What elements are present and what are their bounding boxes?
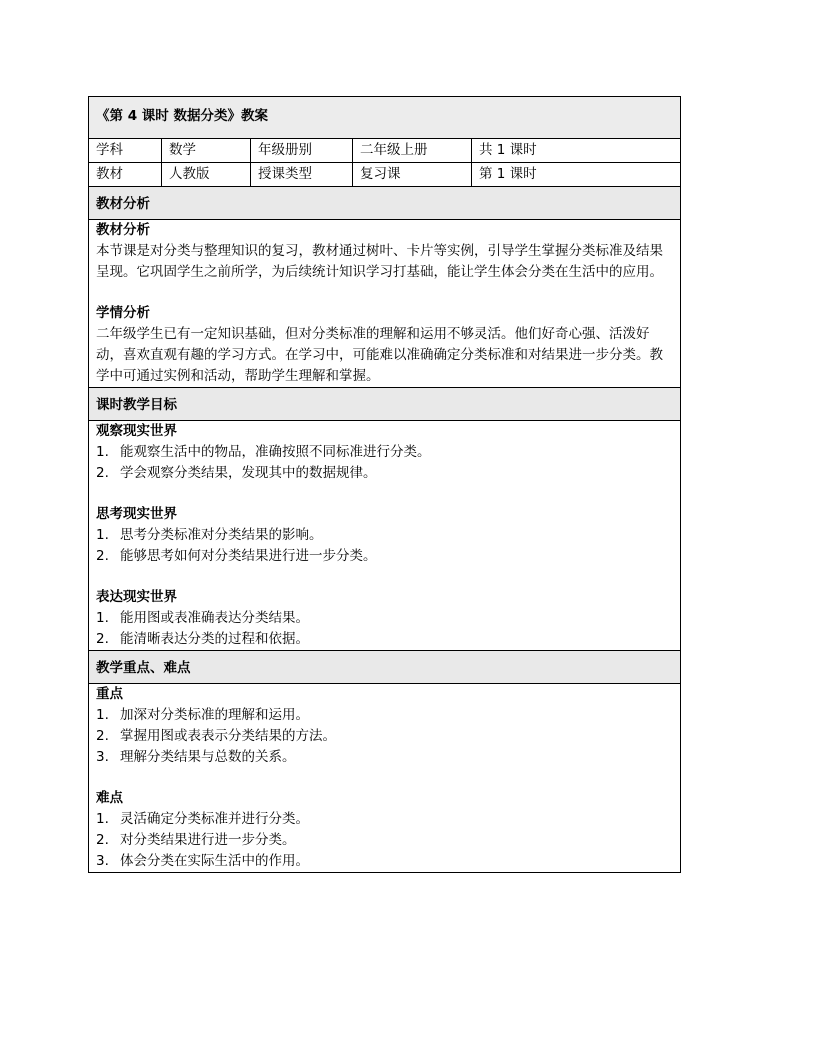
- analysis-content-row: [89, 220, 681, 388]
- section-heading-goals: 课时教学目标: [89, 388, 681, 421]
- grade-value: 二年级上册: [353, 139, 472, 163]
- think-title: 思考现实世界: [96, 506, 177, 522]
- keypoints-heading-row: [89, 651, 681, 684]
- key-points-title: 重点: [96, 686, 123, 702]
- list-item: 1. 能观察生活中的物品，准确按照不同标准进行分类。: [96, 444, 431, 460]
- analysis-content: [89, 220, 681, 388]
- list-item: 3. 体会分类在实际生活中的作用。: [96, 853, 309, 869]
- list-item: 2. 对分类结果进行进一步分类。: [96, 832, 296, 848]
- list-item: 3. 理解分类结果与总数的关系。: [96, 749, 296, 765]
- learner-analysis-title: 学情分析: [96, 305, 150, 321]
- total-periods: 共 1 课时: [472, 139, 681, 163]
- section-heading-keypoints: 教学重点、难点: [89, 651, 681, 684]
- info-row: [89, 163, 681, 187]
- keypoints-content-row: [89, 684, 681, 873]
- list-item: 1. 加深对分类标准的理解和运用。: [96, 707, 309, 723]
- material-analysis-text: 本节课是对分类与整理知识的复习，教材通过树叶、卡片等实例，引导学生掌握分类标准及结果呈现。它巩固学生之前所学，为后续统计知识学习打基础，能让学生体会分类在生活中的应用。: [96, 243, 663, 280]
- list-item: 2. 学会观察分类结果，发现其中的数据规律。: [96, 465, 377, 481]
- goals-heading-row: [89, 388, 681, 421]
- subject-value: 数学: [162, 139, 251, 163]
- learner-analysis-text: 二年级学生已有一定知识基础，但对分类标准的理解和运用不够灵活。他们好奇心强、活泼好动，喜欢直观有趣的学习方式。在学习中，可能难以准确确定分类标准和对结果进一步分类。教学中可通过实例和活动，帮助学生理解和掌握。: [96, 326, 663, 384]
- keypoints-content: [89, 684, 681, 873]
- period-number: 第 1 课时: [472, 163, 681, 187]
- info-row: [89, 139, 681, 163]
- list-item: 2. 能清晰表达分类的过程和依据。: [96, 631, 309, 647]
- textbook-label: 教材: [89, 163, 162, 187]
- section-heading-analysis: 教材分析: [89, 187, 681, 220]
- lesson-type-value: 复习课: [353, 163, 472, 187]
- observe-title: 观察现实世界: [96, 423, 177, 439]
- list-item: 2. 掌握用图或表表示分类结果的方法。: [96, 728, 336, 744]
- list-item: 1. 灵活确定分类标准并进行分类。: [96, 811, 309, 827]
- list-item: 1. 思考分类标准对分类结果的影响。: [96, 527, 323, 543]
- title-row: [89, 97, 681, 139]
- goals-content-row: [89, 421, 681, 651]
- textbook-value: 人教版: [162, 163, 251, 187]
- lesson-plan-table: [88, 96, 681, 873]
- grade-label: 年级册别: [251, 139, 353, 163]
- subject-label: 学科: [89, 139, 162, 163]
- analysis-heading-row: [89, 187, 681, 220]
- lesson-plan-page: [88, 96, 680, 873]
- goals-content: [89, 421, 681, 651]
- express-title: 表达现实世界: [96, 589, 177, 605]
- list-item: 2. 能够思考如何对分类结果进行进一步分类。: [96, 548, 377, 564]
- difficult-points-title: 难点: [96, 790, 123, 806]
- document-title: 《第 4 课时 数据分类》教案: [89, 97, 681, 139]
- material-analysis-title: 教材分析: [96, 222, 150, 238]
- lesson-type-label: 授课类型: [251, 163, 353, 187]
- list-item: 1. 能用图或表准确表达分类结果。: [96, 610, 309, 626]
